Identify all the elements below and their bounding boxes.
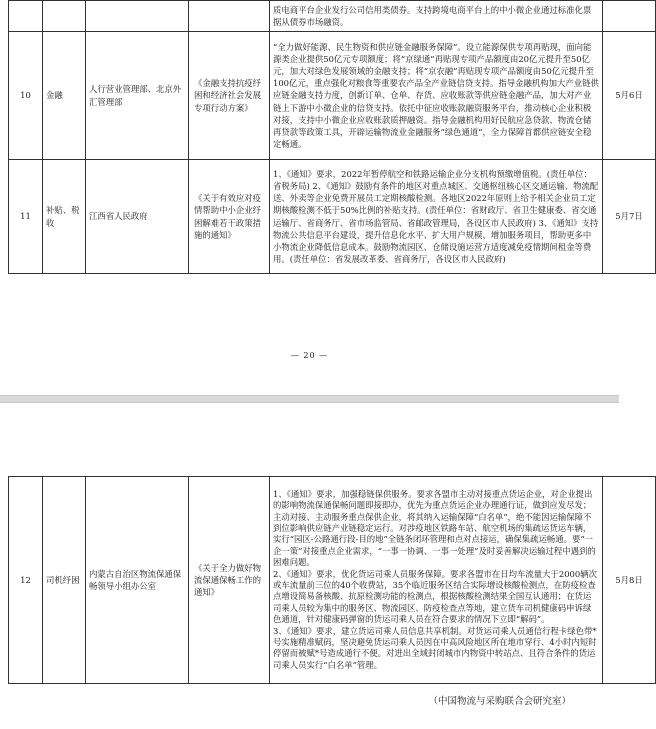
category-cell: 司机纾困 xyxy=(43,477,86,684)
department-cell: 江西省人民政府 xyxy=(86,160,189,274)
department-cell: 人行营业管理部、北京外汇管理部 xyxy=(86,32,189,160)
policy-table-bottom xyxy=(8,476,656,684)
document-cell xyxy=(189,1,270,32)
row-number-cell: 10 xyxy=(9,32,43,160)
page-number: — 20 — xyxy=(290,351,329,360)
content-cell: 1、《通知》要求，2022年暂停航空和铁路运输企业分支机构预缴增值税。(责任单位：省税务局) 2、《通知》鼓励有条件的地区对重点城区、交通枢纽核心区交通运输、物流配送、外卖等企业免费开展员工定期核酸检测。各地区2022年原则上给予相关企业员工定期核酸检测不低于50%比例的补贴支持。(责任单位：省财政厅、省卫生健康委、省交通运输厅、省商务厅、省市场监管局、省邮政管理局，各设区市人民政府) 3、《通知》支持物流公共信息平台建设，提升信息化水平、扩大用户规模、增加服务项目，帮助更多中小物流企业降低信息成本。鼓励物流园区、仓储设施运营方适度减免疫情期间租金等费用。(责任单位：省发展改革委、省商务厅，各设区市人民政府) xyxy=(270,160,603,274)
date-cell: 5月8日 xyxy=(603,477,656,684)
document-cell: 《关于有效应对疫情帮助中小企业纾困解难若干政策措施的通知》 xyxy=(189,160,270,274)
row-number-cell: 11 xyxy=(9,160,43,274)
document-cell: 《关于全力做好物流保通保畅工作的通知》 xyxy=(189,477,270,684)
date-cell: 5月6日 xyxy=(603,32,656,160)
page-separator xyxy=(0,395,619,403)
row-number-cell: 12 xyxy=(9,477,43,684)
table-row xyxy=(9,477,656,684)
table-row xyxy=(9,32,656,160)
category-cell: 金融 xyxy=(43,32,86,160)
policy-table-top xyxy=(8,0,656,274)
table-row-partial xyxy=(9,1,656,32)
content-cell: 1、《通知》要求，加强稳链保供服务。要求各盟市主动对接重点货运企业，对企业提出的影响物流保通保畅问题即接即办，优先为重点货运企业办理通行证，做到应发尽发；主动对接、主动服务重点保供企业，将其纳入运输保障“白名单”，绝不能因运输保障不到位影响供应链产业链稳定运行。对涉疫地区铁路车站、航空机场的集疏运货运车辆，实行“园区-公路通行段-目的地”全链条闭环管理和点对点接运，确保集疏运畅通。要“一企一策”对接重点企业需求，“一事一协调、一事一处理”及时妥善解决运输过程中遇到的困难问题。 2、《通知》要求，优化货运司乘人员服务保障。要求各盟市在日均车流量大于2000辆次或车流量前三位的40个收费站，35个临近服务区结合实际增设核酸检测点，在防疫检查点增设简易备核酸、抗原检测功能的检测点，根据核酸检测结果全国互认通用；在货运司乘人员较为集中的服务区、物流园区、防疫检查点等地，建立货车司机健康码申诉绿色通道，针对健康码弹窗的货运司乘人员在符合要求的情况下立即“解码”。 3、《通知》要求，建立货运司乘人员信息共享机制。对货运司乘人员通信行程卡绿色带*号实施精准赋码，坚决避免货运司乘人员因在中高风险地区所在地市穿行、4小时内短时停留而被赋*号造成通行不便。对进出全域封闭城市内物资中转站点、且符合条件的货运司乘人员实行“白名单”管理。 xyxy=(270,477,603,684)
department-cell: 内蒙古自治区物流保通保畅领导小组办公室 xyxy=(86,477,189,684)
content-cell: “全力做好能源、民生物资和供应链金融服务保障”。设立能源保供专项再贴现，面向能源类企业提供50亿元专项额度；将“京绿通”再贴现专项产品额度由20亿元提升至50亿元，加大对绿色发展领域的金融支持；将“京农融”再贴现专项产品额度由50亿元提升至100亿元，重点强化对粮食等重要农产品全产业链信贷支持。指导金融机构加大产业链供应链金融支持力度，创新订单、仓单、存货、应收账款等供应链金融产品，加大对产业链上下游中小微企业的信贷支持。依托中征应收账款融资服务平台，推动核心企业积极对接，支持中小微企业应收账款质押融资。指导金融机构用好民航应急贷款、物流仓储再贷款等政策工具，开辟运输物流业金融服务“绿色通道”，全力保障首都供应链安全稳定畅通。 xyxy=(270,32,603,160)
document-cell: 《金融支持抗疫纾困和经济社会发展专项行动方案》 xyxy=(189,32,270,160)
source-footer: （中国物流与采购联合会研究室） xyxy=(428,696,571,707)
date-cell xyxy=(603,1,656,32)
date-cell: 5月7日 xyxy=(603,160,656,274)
row-number-cell xyxy=(9,1,43,32)
table-row xyxy=(9,160,656,274)
document-page-bottom xyxy=(0,403,643,729)
department-cell xyxy=(86,1,189,32)
category-cell: 补贴、税收 xyxy=(43,160,86,274)
category-cell xyxy=(43,1,86,32)
content-cell: 质电商平台企业发行公司信用类债券。支持跨境电商平台上的中小微企业通过标准化票据从债券市场融资。 xyxy=(270,1,603,32)
